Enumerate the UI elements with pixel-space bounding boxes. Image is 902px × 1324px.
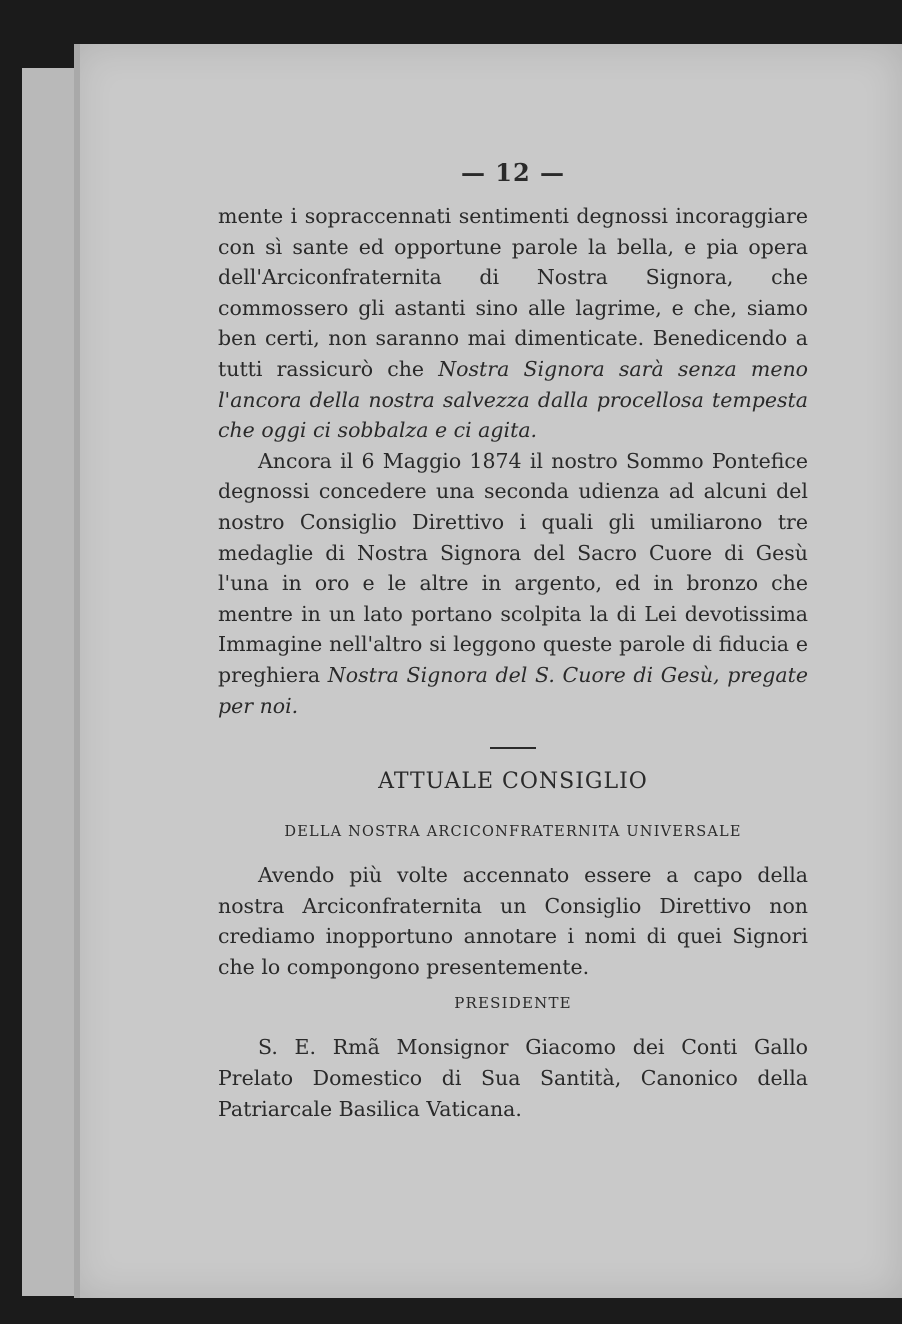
section-subheading: DELLA NOSTRA ARCICONFRATERNITA UNIVERSALE (284, 824, 742, 841)
underlying-page-edge (22, 68, 82, 1296)
paragraph-president: S. E. Rmã Monsignor Giacomo dei Conti Gallo Prelato Domestico di Sua Santità, Canonico della Patriarcale Basilica Vaticana. (218, 1035, 808, 1121)
paragraph-audience-italic: Nostra Signora del S. Cuore di Gesù, pregate per noi. (218, 662, 809, 718)
paragraph-audience-text: Ancora il 6 Maggio 1874 il nostro Sommo Pontefice degnossi concedere una seconda udienza ad alcuni del nostro Consiglio Direttivo i quali gli umiliarono tre medaglie di Nostra Signora del Sacro Cuore di Gesù l'una in oro e le altre in argento, ed in bronzo che mentre in un lato portano scolpita la di Lei devotissima Immagine nell'altro si leggono queste parole di fiducia e preghiera (218, 448, 808, 687)
page-number: — 12 — (460, 158, 566, 187)
paragraph-blessing (218, 201, 808, 446)
president-label: PRESIDENTE (454, 994, 572, 1013)
page-gutter-shadow (74, 44, 80, 1298)
page-text-block (218, 158, 808, 1124)
section-divider (490, 747, 536, 749)
paragraph-audience (218, 446, 808, 721)
paragraph-council: Avendo più volte accennato essere a capo della nostra Arciconfraternita un Consiglio Direttivo non crediamo inopportuno annotare i nomi di quei Signori che lo compongono presentemente. (218, 863, 808, 979)
paragraph-blessing-text: mente i sopraccennati sentimenti degnossi incoraggiare con sì sante ed opportune parole la bella, e pia opera dell'Arciconfraternita di Nostra Signora, che commossero gli astanti sino alle lagrime, e che, siamo ben certi, non saranno mai dimenticate. Benedicendo a tutti rassicurò che (218, 204, 808, 381)
section-heading: ATTUALE CONSIGLIO (378, 769, 648, 795)
paragraph-blessing-italic: Nostra Signora sarà senza meno l'ancora della nostra salvezza dalla procellosa tempesta che oggi ci sobbalza e ci agita. (218, 356, 808, 443)
